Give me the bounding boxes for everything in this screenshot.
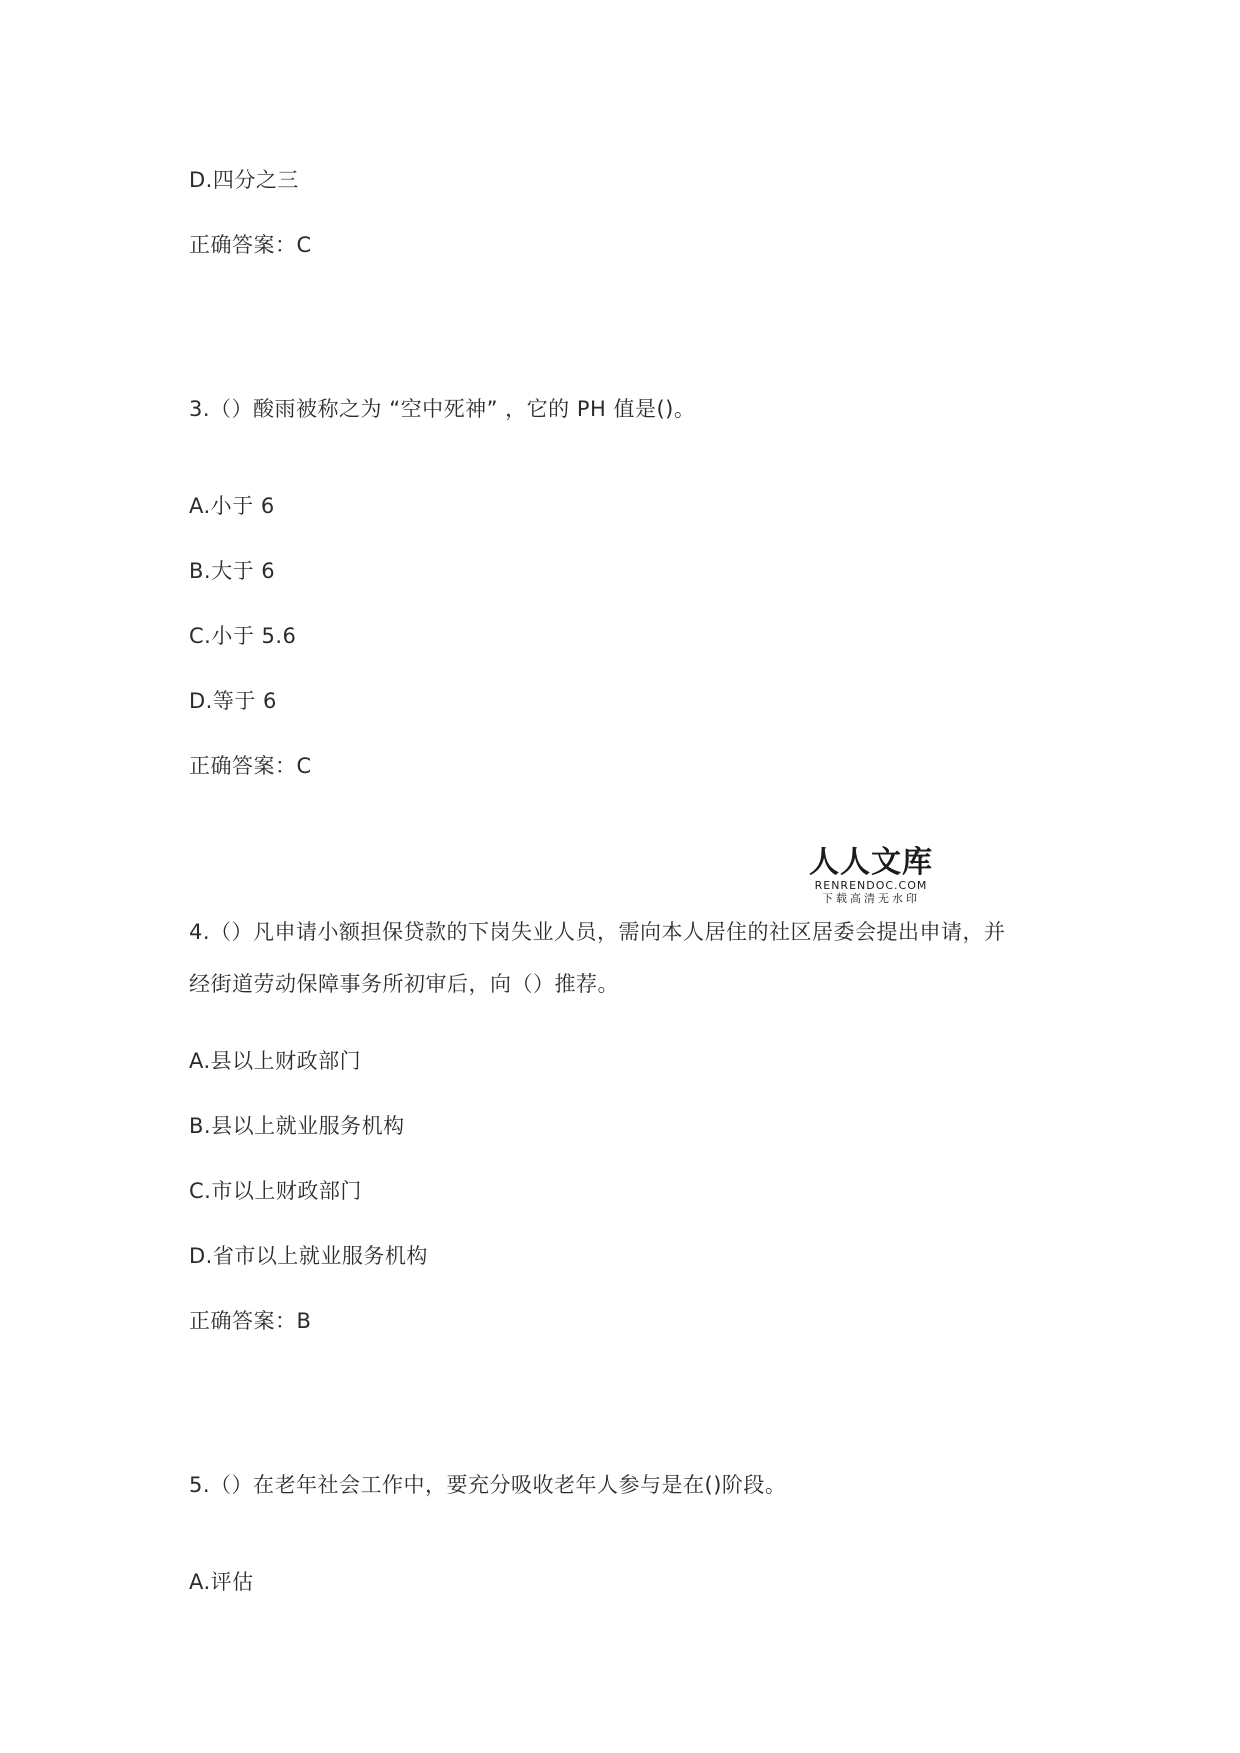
- q3-option-a: A.小于 6: [189, 494, 275, 518]
- watermark-title: 人人文库: [809, 845, 933, 880]
- q4-option-c: C.市以上财政部门: [189, 1179, 362, 1203]
- q4-question-line1: 4.（）凡申请小额担保贷款的下岗失业人员，需向本人居住的社区居委会提出申请，并: [189, 920, 1006, 944]
- q3-option-c: C.小于 5.6: [189, 624, 297, 648]
- watermark-domain: RENRENDOC.COM: [814, 879, 928, 892]
- q3-question: 3.（）酸雨被称之为 “空中死神” ，它的 PH 值是()。: [189, 397, 696, 421]
- q2-option-d: D.四分之三: [189, 168, 299, 192]
- q3-answer: 正确答案：C: [189, 754, 312, 778]
- q4-option-d: D.省市以上就业服务机构: [189, 1244, 428, 1268]
- q5-question: 5.（）在老年社会工作中，要充分吸收老年人参与是在()阶段。: [189, 1473, 787, 1497]
- q5-option-a: A.评估: [189, 1570, 254, 1594]
- q3-option-d: D.等于 6: [189, 689, 277, 713]
- q2-answer: 正确答案：C: [189, 233, 312, 257]
- q4-question-line2: 经街道劳动保障事务所初审后，向（）推荐。: [189, 972, 619, 996]
- watermark-slogan: 下载高清无水印: [822, 892, 920, 905]
- watermark-logo: [806, 846, 936, 905]
- q4-option-b: B.县以上就业服务机构: [189, 1114, 405, 1138]
- q4-answer: 正确答案：B: [189, 1309, 312, 1333]
- q4-option-a: A.县以上财政部门: [189, 1049, 362, 1073]
- q3-option-b: B.大于 6: [189, 559, 276, 583]
